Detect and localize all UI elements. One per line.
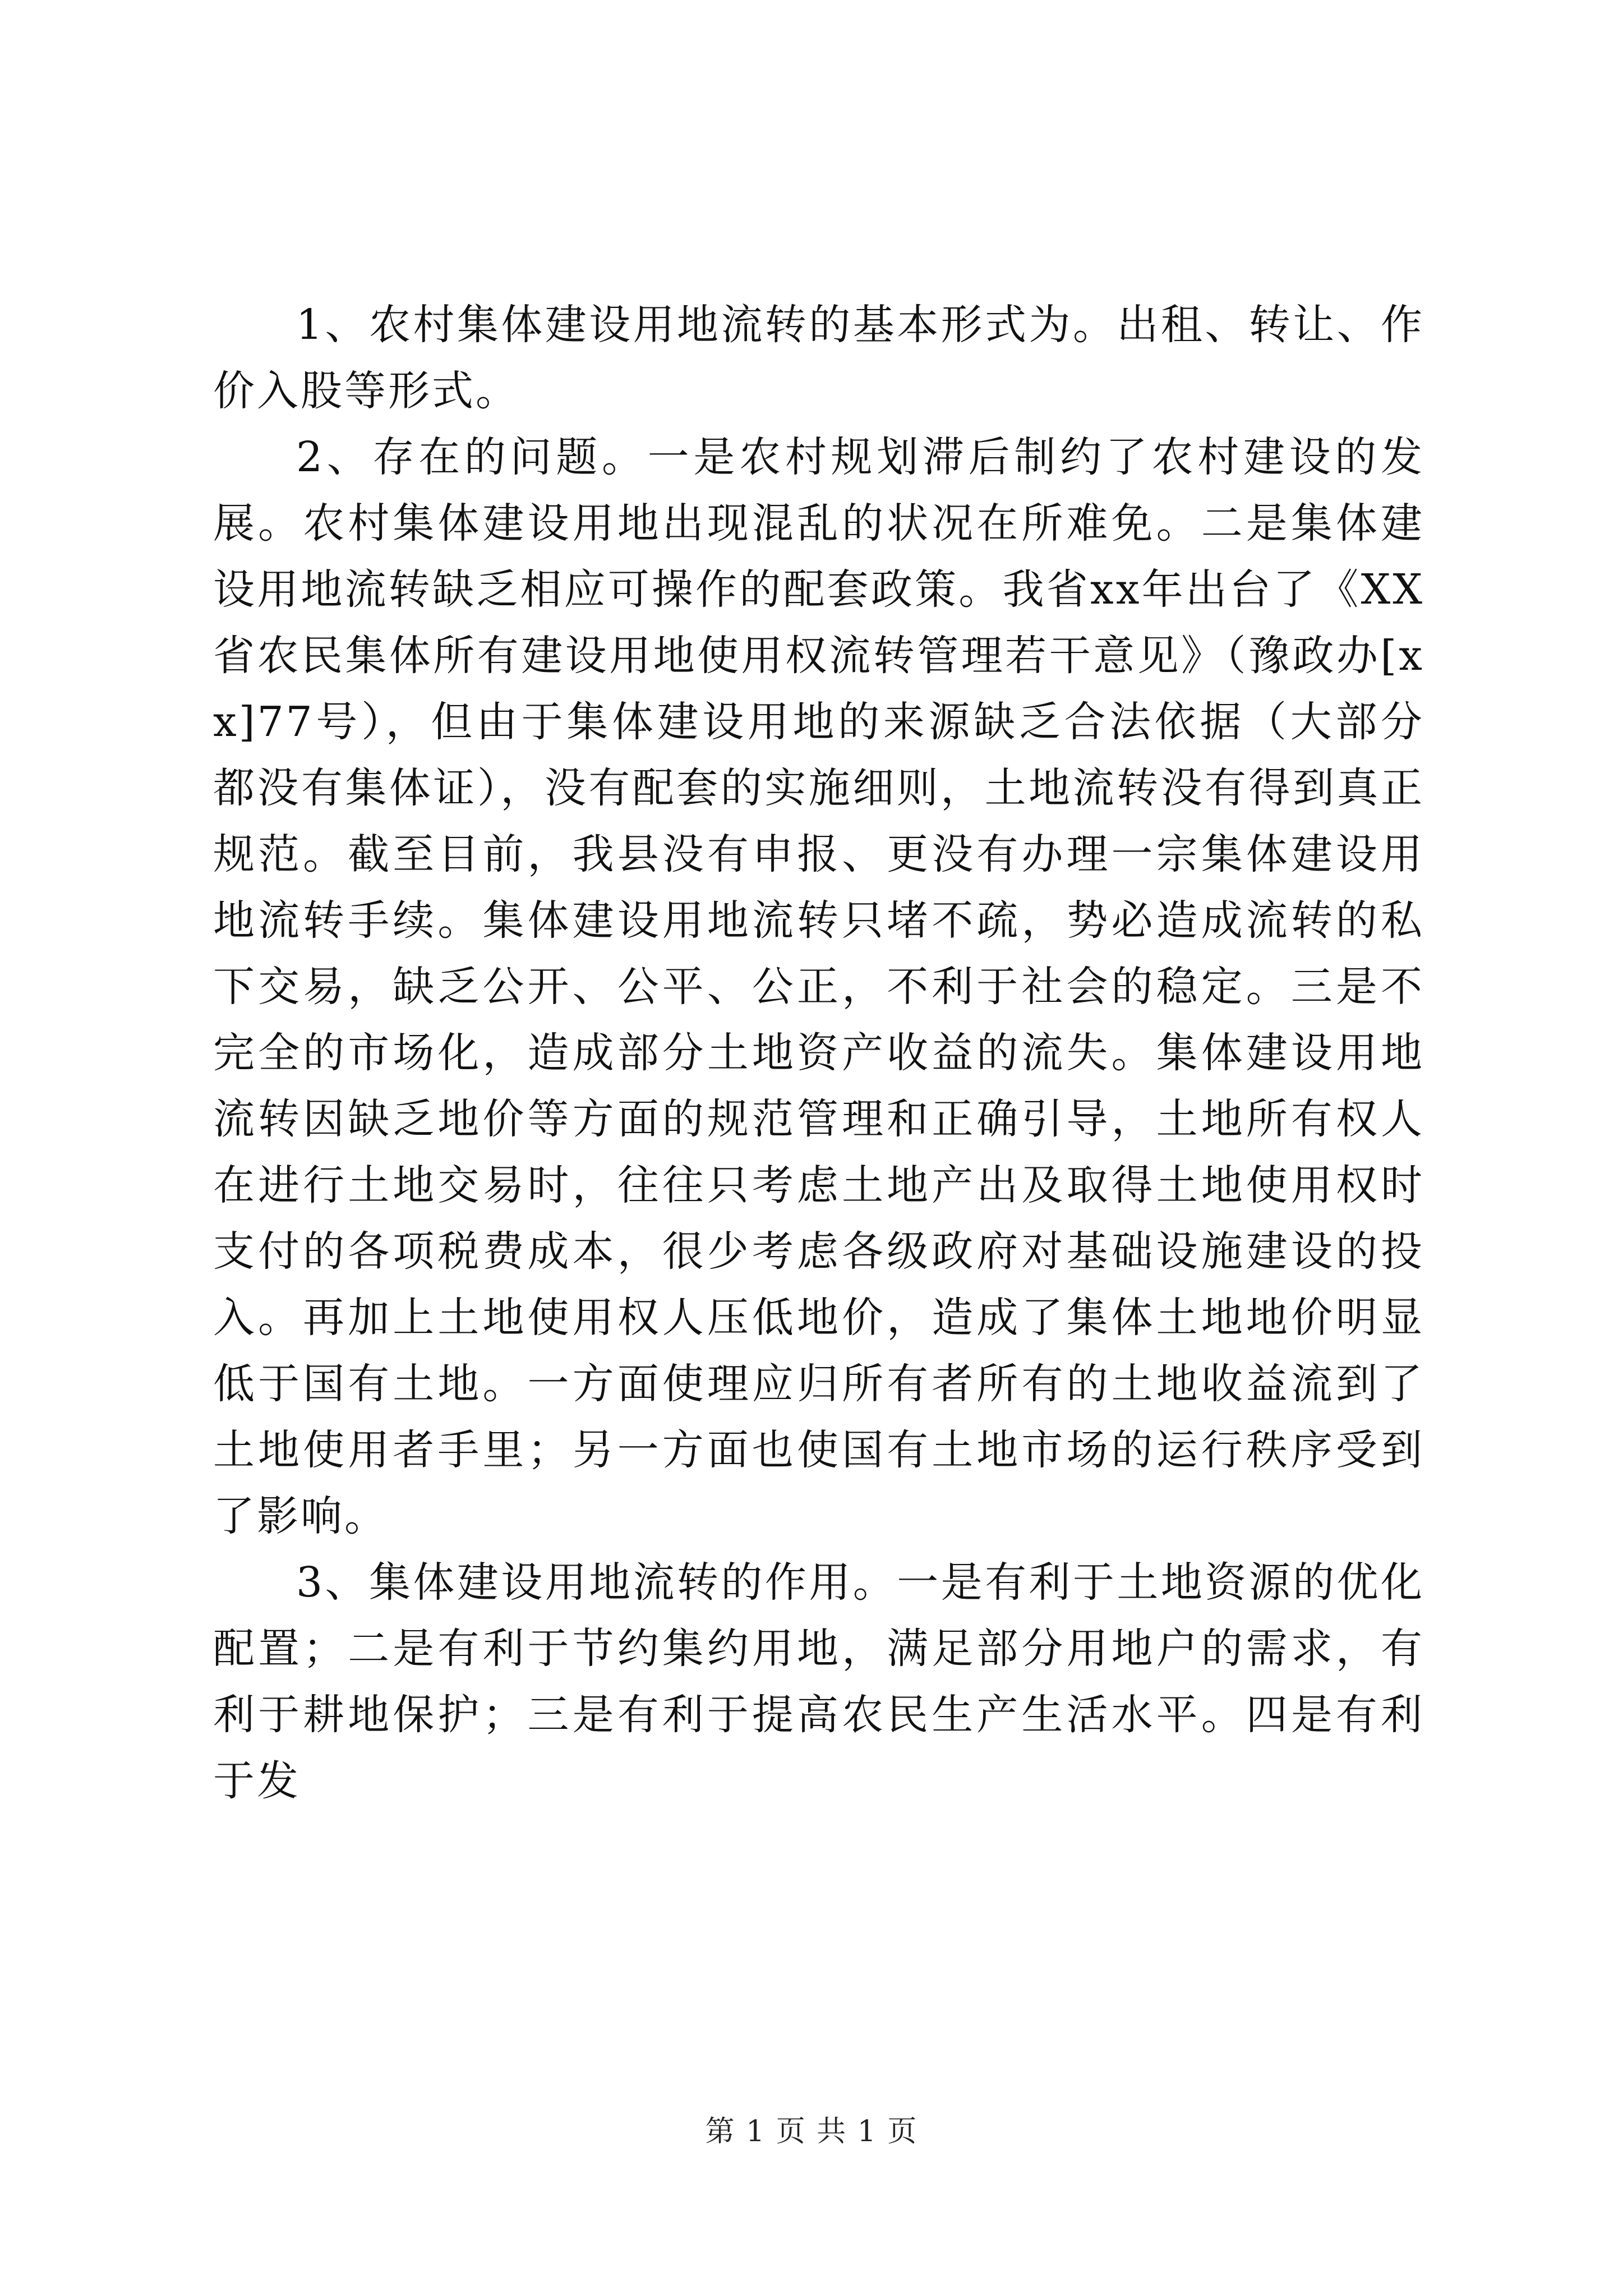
paragraph-3: 3、集体建设用地流转的作用。一是有利于土地资源的优化配置；二是有利于节约集约用地，满足部分用地户的需求，有利于耕地保护；三是有利于提高农民生产生活水平。四是有利于发 <box>213 1558 1424 1805</box>
document-body <box>213 292 1424 1814</box>
page-footer: 第 1 页 共 1 页 <box>705 2115 918 2148</box>
paragraph-1: 1、农村集体建设用地流转的基本形式为。出租、转让、作价入股等形式。 <box>213 301 1424 415</box>
paragraph-2: 2、存在的问题。一是农村规划滞后制约了农村建设的发展。农村集体建设用地出现混乱的状况在所难免。二是集体建设用地流转缺乏相应可操作的配套政策。我省xx年出台了《XX省农民集体所有建设用地使用权流转管理若干意见》（豫政办[xx]77号），但由于集体建设用地的来源缺乏合法依据（大部分都没有集体证），没有配套的实施细则，土地流转没有得到真正规范。截至目前，我县没有申报、更没有办理一宗集体建设用地流转手续。集体建设用地流转只堵不疏，势必造成流转的私下交易，缺乏公开、公平、公正，不利于社会的稳定。三是不完全的市场化，造成部分土地资产收益的流失。集体建设用地流转因缺乏地价等方面的规范管理和正确引导，土地所有权人在进行土地交易时，往往只考虑土地产出及取得土地使用权时支付的各项税费成本，很少考虑各级政府对基础设施建设的投入。再加上土地使用权人压低地价，造成了集体土地地价明显低于国有土地。一方面使理应归所有者所有的土地收益流到了土地使用者手里；另一方面也使国有土地市场的运行秩序受到了影响。 <box>213 433 1424 1540</box>
